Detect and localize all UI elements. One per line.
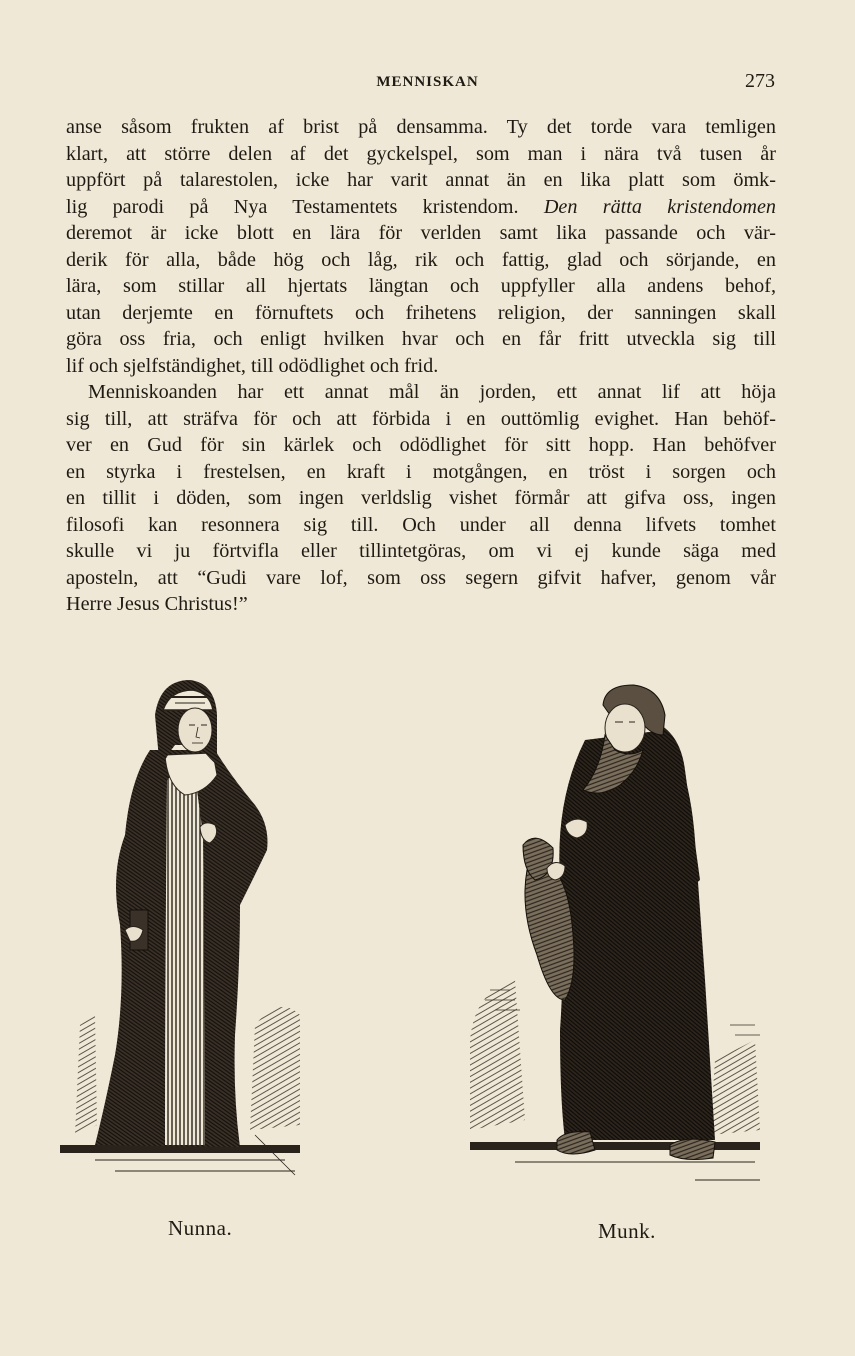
- text-line: Menniskoanden har ett annat mål än jorden, ett annat lif att höja: [88, 381, 776, 403]
- text-line: Herre Jesus Christus!”: [66, 593, 248, 615]
- monk-caption: Munk.: [598, 1219, 656, 1243]
- body-text: [66, 114, 776, 618]
- text-line: en tillit i döden, som ingen verldslig vishet förmår att gifva oss, ingen: [66, 487, 776, 509]
- text-line: utan derjemte en förnuftets och frihetens religion, der sanningen skall: [66, 301, 776, 324]
- page-number: 273: [745, 70, 775, 92]
- text-line: lära, som stillar all hjertats längtan och uppfyller alla andens behof,: [66, 275, 776, 297]
- monk-illustration: [465, 680, 765, 1195]
- text-line: deremot är icke blott en lära för verlden samt lika passande och vär-: [66, 222, 776, 244]
- text-line: göra oss fria, och enligt hvilken hvar och en får fritt utveckla sig till: [66, 328, 776, 350]
- italic-phrase: Den rätta kristendomen: [543, 195, 777, 218]
- text-line: skulle vi ju förtvifla eller tillintetgöras, om vi ej kunde säga med: [66, 540, 776, 562]
- paragraph: [66, 379, 776, 618]
- text-line: en styrka i frestelsen, en kraft i motgången, en tröst i sorgen och: [66, 460, 776, 483]
- text-line: ver en Gud för sin kärlek och odödlighet för sitt hopp. Han behöfver: [66, 434, 776, 456]
- text-line: klart, att större delen af det gyckelspel, som man i nära två tusen år: [66, 142, 776, 165]
- text-line: anse såsom frukten af brist på densamma. Ty det torde vara temligen: [66, 116, 776, 138]
- paragraph: [66, 114, 776, 379]
- text-line: [66, 194, 776, 221]
- nun-caption: Nunna.: [168, 1216, 233, 1240]
- text-line: filosofi kan resonnera sig till. Och under all denna lifvets tomhet: [66, 513, 776, 536]
- running-header: MENNISKAN: [376, 74, 479, 90]
- text-line: derik för alla, både hög och låg, rik och fattig, glad och sörjande, en: [66, 248, 776, 271]
- text-line: sig till, att sträfva för och att förbida i en outtömlig evighet. Han behöf-: [66, 407, 776, 430]
- text-line: aposteln, att “Gudi vare lof, som oss segern gifvit hafver, genom vår: [66, 566, 776, 589]
- nun-illustration: [55, 675, 305, 1195]
- text-segment: lig parodi på Nya Testamentets kristendom.: [66, 195, 519, 218]
- text-line: uppfört på talarestolen, icke har varit annat än en lika platt som ömk-: [66, 169, 776, 191]
- text-line: lif och sjelfständighet, till odödlighet och frid.: [66, 354, 439, 377]
